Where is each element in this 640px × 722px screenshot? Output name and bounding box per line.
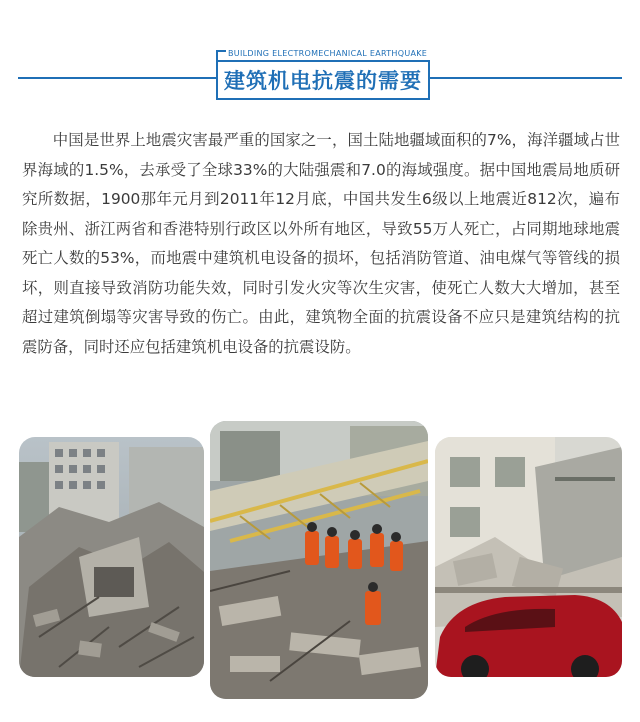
title-corner-mark bbox=[216, 50, 226, 60]
header-title-cn: 建筑机电抗震的需要 bbox=[224, 69, 422, 93]
rescue-workers-photo bbox=[210, 421, 428, 699]
collapsed-buildings-photo bbox=[19, 437, 204, 677]
header-title-en: BUILDING ELECTROMECHANICAL EARTHQUAKE bbox=[228, 49, 428, 58]
intro-paragraph: 中国是世界上地震灾害最严重的国家之一，国土陆地疆域面积的7%，海洋疆域占世界海域的1.5%，去承受了全球33%的大陆强震和7.0的海域强度。据中国地震局地质研究所数据，1900那年元月到2011年12月底，中国共发生6级以上地震近812次，遍布除贵州、浙江两省和香港特别行政区以外所有地区，导致55万人死亡，占同期地球地震死亡人数的53%，而地震中建筑机电设备的损坏，包括消防管道、油电煤气等管线的损坏，则直接导致消防功能失效，同时引发火灾等次生灾害，使死亡人数大大增加，甚至超过建筑倒塌等灾害导致的伤亡。由此，建筑物全面的抗震设备不应只是建筑结构的抗震防备，同时还应包括建筑机电设备的抗震设防。 bbox=[22, 131, 620, 356]
header-rule-right bbox=[430, 77, 622, 79]
crushed-car-photo bbox=[435, 437, 622, 677]
header-title-box bbox=[216, 60, 430, 100]
header-rule-left bbox=[18, 77, 218, 79]
section-header bbox=[0, 40, 640, 110]
